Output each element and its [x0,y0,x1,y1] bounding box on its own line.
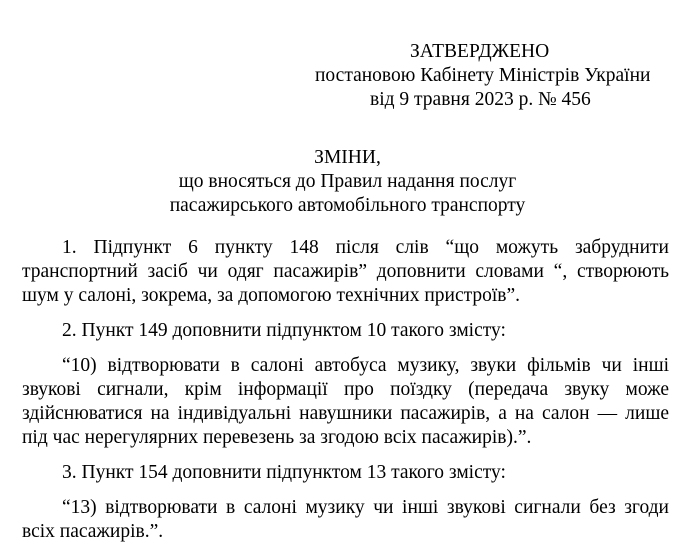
paragraph-5: “13) відтворювати в салоні музику чи інші звукові сигнали без згоди всіх пасажирів.”. [22,497,669,542]
paragraph-1: 1. Підпункт 6 пункту 148 після слів “що можуть забруднити транспортний засіб чи одяг пасажирів” доповнити словами “, створюють шум у салоні, зокрема, за допомогою технічних пристроїв”. [22,237,669,306]
approval-resolution-line: постановою Кабінету Міністрів України [315,65,651,86]
paragraph-2: 2. Пункт 149 доповнити підпунктом 10 такого змісту: [62,320,506,341]
approval-title: ЗАТВЕРДЖЕНО [410,41,550,62]
document-body [22,236,669,555]
document-heading [0,146,695,218]
paragraph-4: 3. Пункт 154 доповнити підпунктом 13 такого змісту: [62,462,506,483]
heading-title: ЗМІНИ, [314,147,381,168]
heading-subtitle-line-1: що вносяться до Правил надання послуг [178,171,517,192]
heading-subtitle-line-2: пасажирського автомобільного транспорту [169,195,526,216]
approval-date-line: від 9 травня 2023 р. № 456 [370,89,591,110]
paragraph-3: “10) відтворювати в салоні автобуса музику, звуки фільмів чи інші звукові сигнали, крім інформації про поїздку (передача звуку може здійснюватися на індивідуальні навушники пасажирів, а на салон — лише під час нерегулярних перевезень за згодою всіх пасажирів).”. [22,355,669,448]
